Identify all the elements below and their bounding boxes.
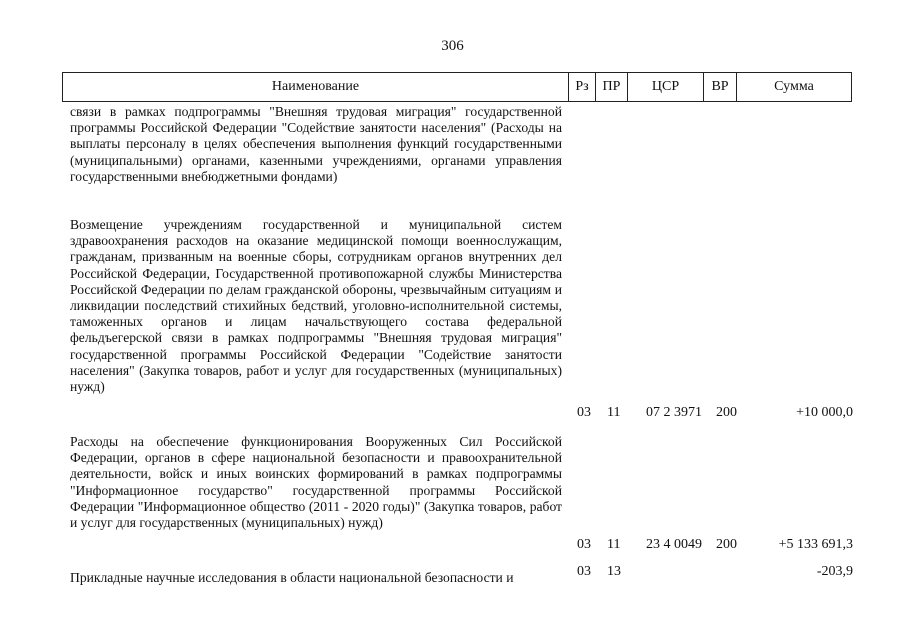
page-number: 306	[441, 38, 464, 54]
header-pr: ПР	[595, 73, 627, 101]
row-csr: 23 4 0049	[646, 537, 702, 552]
header-vr: ВР	[703, 73, 736, 101]
row-vr: 200	[716, 537, 737, 552]
header-rz: Рз	[568, 73, 595, 101]
header-name: Наименование	[271, 79, 360, 94]
row-sum: -203,9	[816, 564, 853, 579]
row-rz: 03	[577, 537, 591, 552]
row-name: Возмещение учреждениям государственной и муниципальной систем здравоохранения расходов на оказание медицинской помощи военнослужащим, гражданам, призванным на военные сборы, сотрудникам органов внутренних дел Российской Федерации, Государственной противопожарной службы Министерства Российской Федерации по делам гражданской обороны, чрезвычайным ситуациям и ликвидации последствий стихийных бедствий, уголовно-исполнительной системы, таможенных органов и лицам начальствующего состава федеральной фельдъегерской связи в рамках подпрограммы "Внешняя трудовая миграция" государственной программы Российской Федерации "Содействие занятости населения" (Закупка товаров, работ и услуг для государственных (муниципальных) нужд)	[70, 217, 562, 395]
row-name: Расходы на обеспечение функционирования Вооруженных Сил Российской Федерации, органов в сфере национальной безопасности и правоохранительной деятельности, войск и иных воинских формирований в рамках подпрограммы "Информационное государство" государственной программы Российской Федерации "Информационное общество (2011 - 2020 годы)" (Закупка товаров, работ и услуг для государственных (муниципальных) нужд)	[70, 434, 562, 531]
row-rz: 03	[577, 405, 591, 420]
table-header	[62, 72, 852, 102]
row-name: Прикладные научные исследования в области национальной безопасности и	[70, 570, 514, 585]
row-rz: 03	[577, 564, 591, 579]
row-sum: +10 000,0	[796, 405, 853, 420]
row-pr: 13	[607, 564, 621, 579]
row-name: связи в рамках подпрограммы "Внешняя трудовая миграция" государственной программы Российской Федерации "Содействие занятости населения" (Расходы на выплаты персоналу в целях обеспечения выполнения функций государственными (муниципальными) органами, казенными учреждениями, органами управления государственными внебюджетными фондами)	[70, 104, 562, 184]
row-csr: 07 2 3971	[646, 405, 702, 420]
row-pr: 11	[607, 537, 621, 552]
header-csr: ЦСР	[627, 73, 703, 101]
header-sum: Сумма	[736, 73, 851, 101]
row-vr: 200	[716, 405, 737, 420]
row-pr: 11	[607, 405, 621, 420]
row-sum: +5 133 691,3	[778, 537, 853, 552]
